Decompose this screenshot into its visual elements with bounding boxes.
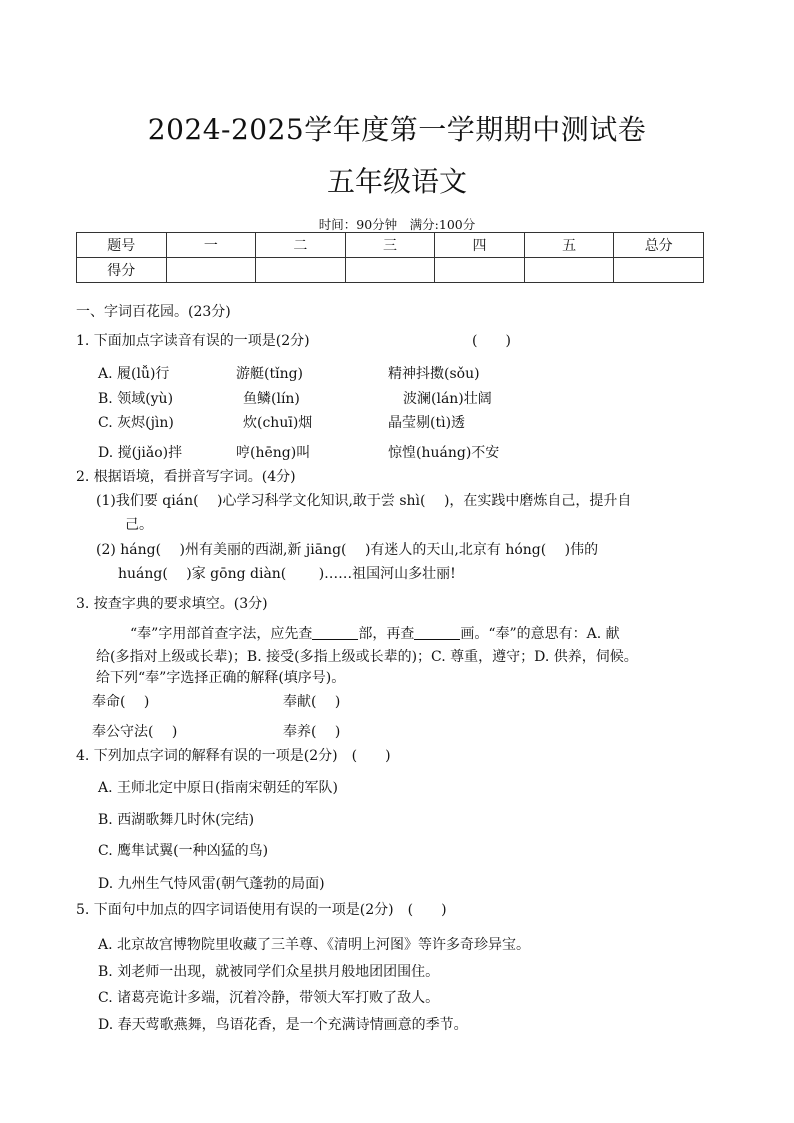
score-cell[interactable] bbox=[524, 258, 614, 283]
table-row bbox=[77, 258, 704, 283]
option-text: C. 诸葛亮诡计多端，沉着冷静，带领大军打败了敌人。 bbox=[98, 990, 440, 1006]
fill-blank[interactable] bbox=[312, 625, 358, 640]
table-cell: 题号 bbox=[77, 233, 167, 258]
option-text: 哼(hēng)叫 bbox=[236, 445, 311, 461]
question-2-stem: 2. 根据语境，看拼音写字词。(4分) bbox=[76, 469, 296, 485]
option-text: 游艇(tǐng) bbox=[236, 366, 304, 382]
time-score-info: 时间：90分钟 满分:100分 bbox=[318, 217, 476, 232]
option-text: D. 九州生气恃风雷(朝气蓬勃的局面) bbox=[98, 876, 325, 892]
text: 画。“奉”的意思有：A. 献 bbox=[460, 626, 620, 642]
option-text: A. 王师北定中原日(指南宋朝廷的军队) bbox=[98, 780, 338, 796]
question-5-stem: 5. 下面句中加点的四字词语使用有误的一项是(2分) ( ) bbox=[76, 902, 447, 918]
option-text: 波澜(lán)壮阔 bbox=[403, 391, 492, 407]
score-table bbox=[76, 232, 704, 283]
question-2-line: huáng( )家 gōng diàn( )……祖国河山多壮丽! bbox=[118, 566, 456, 582]
table-cell: 五 bbox=[524, 233, 614, 258]
question-2-line: (1)我们要 qián( )心学习科学文化知识,敢于尝 shì( )，在实践中磨炼自己，提升自 bbox=[96, 493, 632, 509]
question-2-line: (2) háng( )州有美丽的西湖,新 jiāng( )有迷人的天山,北京有 hóng( )伟的 bbox=[96, 542, 599, 558]
text: 部，再查 bbox=[358, 626, 415, 642]
option-text: B. 领域(yù) bbox=[98, 391, 174, 407]
option-text: D. 春天莺歌燕舞，鸟语花香，是一个充满诗情画意的季节。 bbox=[98, 1017, 468, 1033]
score-cell[interactable] bbox=[614, 258, 704, 283]
question-3-item: 奉公守法( ) bbox=[92, 724, 178, 740]
question-3-item: 奉养( ) bbox=[283, 724, 341, 740]
option-text: B. 西湖歌舞几时休(完结) bbox=[98, 812, 255, 828]
fill-blank[interactable] bbox=[414, 625, 460, 640]
page-title: 2024-2025学年度第一学期期中测试卷 bbox=[147, 113, 647, 146]
question-3-paragraph: 给(多指对上级或长辈)；B. 接受(多指上级或长辈的)；C. 尊重，遵守；D. 供养，伺候。 bbox=[96, 649, 638, 665]
option-text: C. 灰烬(jìn) bbox=[98, 415, 174, 431]
table-cell: 三 bbox=[345, 233, 435, 258]
table-cell: 一 bbox=[166, 233, 256, 258]
table-cell: 得分 bbox=[77, 258, 167, 283]
option-text: 炊(chuī)烟 bbox=[243, 415, 313, 431]
question-3-item: 奉献( ) bbox=[283, 694, 341, 710]
option-text: 晶莹剔(tì)透 bbox=[388, 415, 466, 431]
section-heading: 一、字词百花园。(23分) bbox=[76, 304, 231, 320]
score-cell[interactable] bbox=[256, 258, 346, 283]
question-1-stem: 1. 下面加点字读音有误的一项是(2分) bbox=[76, 333, 310, 349]
question-3-item: 奉命( ) bbox=[92, 694, 150, 710]
table-row bbox=[77, 233, 704, 258]
text: “奉”字用部首查字法，应先查 bbox=[130, 626, 313, 642]
table-cell: 二 bbox=[256, 233, 346, 258]
option-text: 鱼鳞(lín) bbox=[243, 391, 300, 407]
score-cell[interactable] bbox=[435, 258, 525, 283]
question-4-stem: 4. 下列加点字词的解释有误的一项是(2分) ( ) bbox=[76, 748, 391, 764]
option-text: B. 刘老师一出现，就被同学们众星拱月般地团团围住。 bbox=[98, 964, 440, 980]
question-3-paragraph: 给下列“奉”字选择正确的解释(填序号)。 bbox=[96, 670, 346, 686]
score-cell[interactable] bbox=[166, 258, 256, 283]
question-2-line: 己。 bbox=[125, 517, 153, 533]
option-text: 惊惶(huáng)不安 bbox=[388, 445, 500, 461]
option-text: D. 搅(jiǎo)拌 bbox=[98, 445, 183, 461]
question-3-paragraph bbox=[130, 623, 620, 643]
option-text: A. 履(lǚ)行 bbox=[98, 366, 170, 382]
table-cell: 四 bbox=[435, 233, 525, 258]
answer-paren: ( ) bbox=[472, 333, 511, 349]
table-cell: 总分 bbox=[614, 233, 704, 258]
option-text: C. 鹰隼试翼(一种凶猛的鸟) bbox=[98, 843, 269, 859]
question-3-stem: 3. 按查字典的要求填空。(3分) bbox=[76, 596, 268, 612]
option-text: A. 北京故宫博物院里收藏了三羊尊、《清明上河图》等许多奇珍异宝。 bbox=[98, 937, 531, 953]
page-subtitle: 五年级语文 bbox=[326, 165, 467, 198]
option-text: 精神抖擞(sǒu) bbox=[388, 366, 480, 382]
score-cell[interactable] bbox=[345, 258, 435, 283]
